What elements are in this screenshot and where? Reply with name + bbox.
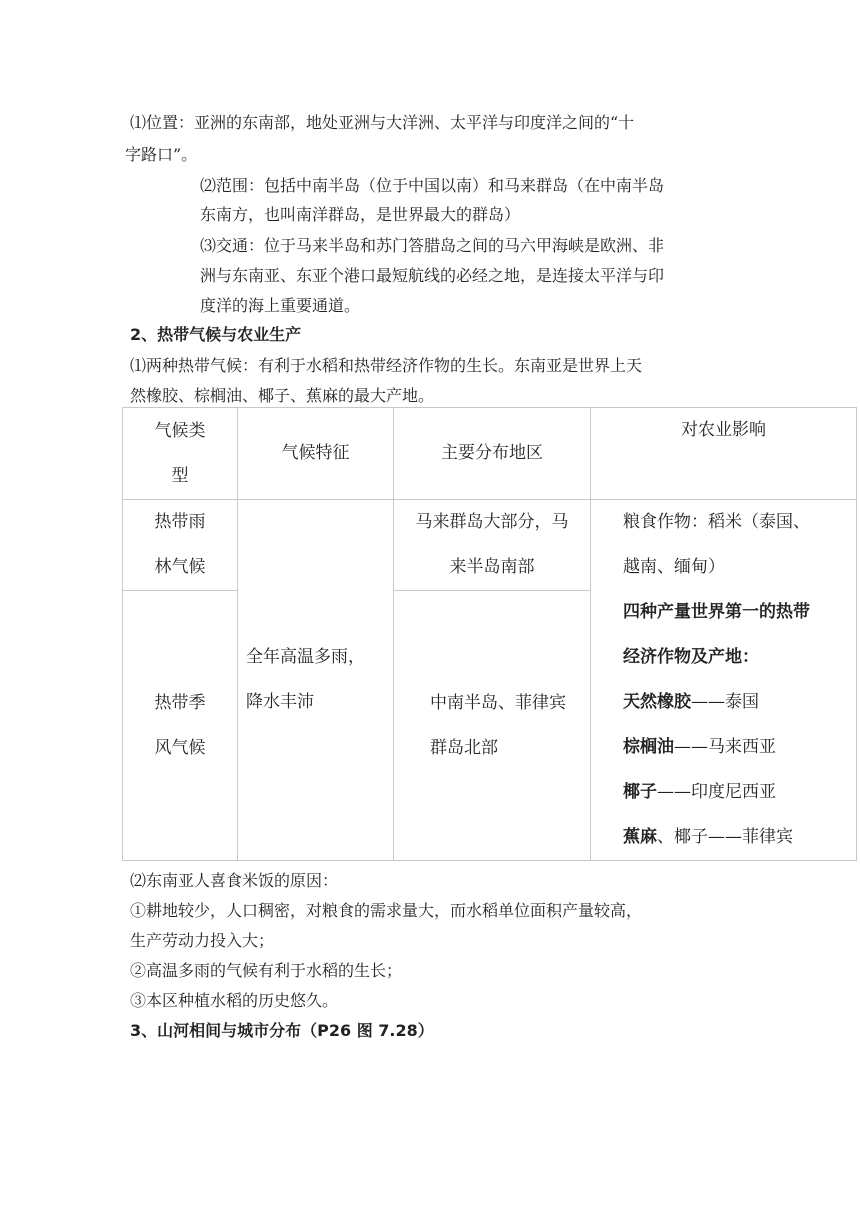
header-agri-effect: 对农业影响 bbox=[591, 408, 857, 500]
climate-intro-line-2: 然橡胶、棕榈油、椰子、蕉麻的最大产地。 bbox=[130, 386, 435, 405]
traffic-line-2: 洲与东南亚、东亚个港口最短航线的必经之地，是连接太平洋与印 bbox=[200, 266, 665, 285]
table-row bbox=[123, 500, 857, 591]
cash-crop-title-2: 经济作物及产地： bbox=[623, 647, 759, 667]
rainforest-region-cell: 马来群岛大部分，马 来半岛南部 bbox=[394, 500, 591, 591]
rice-reason-1-line-1: ①耕地较少，人口稠密，对粮食的需求量大，而水稻单位面积产量较高， bbox=[130, 901, 643, 920]
traffic-line-3: 度洋的海上重要通道。 bbox=[200, 296, 361, 315]
cash-crop-title-1: 四种产量世界第一的热带 bbox=[623, 602, 810, 622]
header-climate-type: 气候类 型 bbox=[123, 408, 238, 500]
traffic-line-1: ⑶交通：位于马来半岛和苏门答腊岛之间的马六甲海峡是欧洲、非 bbox=[200, 236, 665, 255]
monsoon-climate-cell: 热带季 风气候 bbox=[123, 591, 238, 861]
location-line-2: 字路口”。 bbox=[125, 145, 198, 164]
list-item: 椰子——印度尼西亚 bbox=[623, 782, 776, 802]
food-crop-line-2: 越南、缅甸） bbox=[623, 557, 725, 577]
rice-reason-title: ⑵东南亚人喜食米饭的原因： bbox=[130, 871, 339, 890]
list-item: 蕉麻、椰子——菲律宾 bbox=[623, 827, 793, 847]
rice-reason-3: ③本区种植水稻的历史悠久。 bbox=[130, 991, 339, 1010]
header-climate-feature: 气候特征 bbox=[238, 408, 394, 500]
header-region: 主要分布地区 bbox=[394, 408, 591, 500]
food-crop-line-1: 粮食作物：稻米（泰国、 bbox=[623, 512, 810, 532]
list-item: 棕榈油——马来西亚 bbox=[623, 737, 776, 757]
location-line-1: ⑴位置：亚洲的东南部，地处亚洲与大洋洲、太平洋与印度洋之间的“十 bbox=[130, 113, 635, 132]
climate-table bbox=[122, 407, 857, 861]
climate-intro-line-1: ⑴两种热带气候：有利于水稻和热带经济作物的生长。东南亚是世界上天 bbox=[130, 356, 643, 375]
section-2-heading: 2、热带气候与农业生产 bbox=[130, 325, 302, 344]
rainforest-climate-cell: 热带雨 林气候 bbox=[123, 500, 238, 591]
scope-line-2: 东南方，也叫南洋群岛，是世界最大的群岛） bbox=[200, 205, 521, 224]
section-3-heading: 3、山河相间与城市分布（P26 图 7.28） bbox=[130, 1021, 434, 1040]
rice-reason-2: ②高温多雨的气候有利于水稻的生长； bbox=[130, 961, 403, 980]
agri-effect-cell bbox=[591, 500, 857, 861]
rice-reason-1-line-2: 生产劳动力投入大； bbox=[130, 931, 275, 950]
table-header-row bbox=[123, 408, 857, 500]
climate-feature-cell: 全年高温多雨， 降水丰沛 bbox=[238, 500, 394, 861]
scope-line-1: ⑵范围：包括中南半岛（位于中国以南）和马来群岛（在中南半岛 bbox=[200, 176, 665, 195]
monsoon-region-cell: 中南半岛、菲律宾 群岛北部 bbox=[394, 591, 591, 861]
list-item: 天然橡胶——泰国 bbox=[623, 692, 759, 712]
